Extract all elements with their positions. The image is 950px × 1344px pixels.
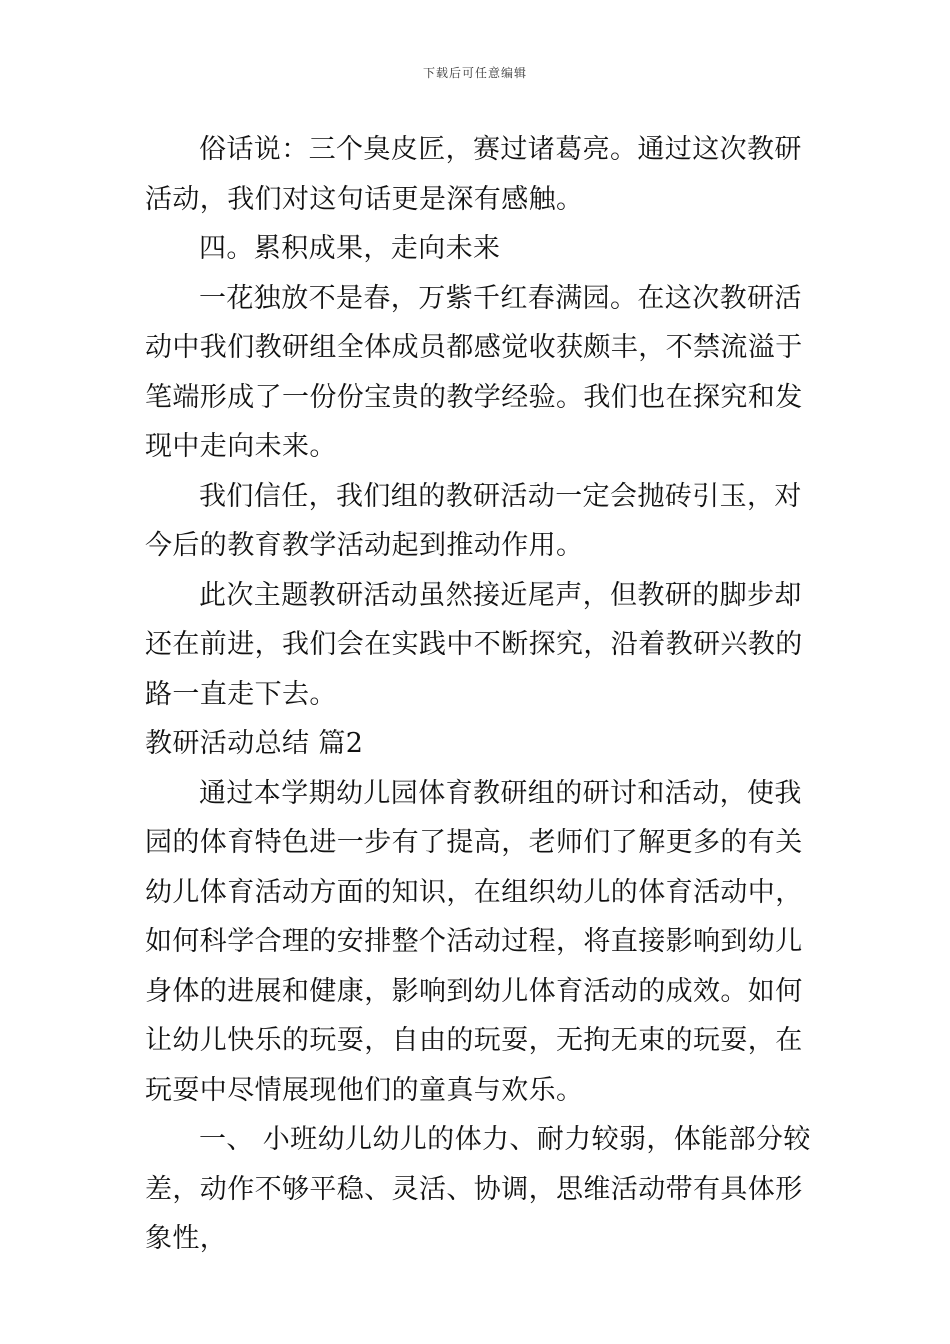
paragraph: 我们信任，我们组的教研活动一定会抛砖引玉，对今后的教育教学活动起到推动作用。 (145, 480, 802, 561)
document-body (145, 125, 820, 1264)
paragraph: 俗话说：三个臭皮匠，赛过诸葛亮。通过这次教研活动，我们对这句话更是深有感触。 (145, 134, 802, 215)
page-header-note: 下载后可任意编辑 (422, 66, 527, 80)
paragraph: 此次主题教研活动虽然接近尾声，但教研的脚步却还在前进，我们会在实践中不断探究，沿着教研兴教的路一直走下去。 (145, 579, 803, 710)
paragraph: 一、 小班幼儿幼儿的体力、耐力较弱，体能部分较差，动作不够平稳、灵活、协调，思维活动带有具体形象性， (145, 1124, 811, 1254)
paragraph: 一花独放不是春，万紫千红春满园。在这次教研活动中我们教研组全体成员都感觉收获颇丰，不禁流溢于笔端形成了一份份宝贵的教学经验。我们也在探究和发现中走向未来。 (145, 282, 803, 462)
paragraph: 通过本学期幼儿园体育教研组的研讨和活动，使我园的体育特色进一步有了提高，老师们了解更多的有关幼儿体育活动方面的知识，在组织幼儿的体育活动中，如何科学合理的安排整个活动过程，将直接影响到幼儿身体的进展和健康，影响到幼儿体育活动的成效。如何让幼儿快乐的玩耍，自由的玩耍，无拘无束的玩耍，在玩耍中尽情展现他们的童真与欢乐。 (145, 777, 803, 1106)
section-title: 教研活动总结 篇2 (145, 728, 364, 759)
section-heading: 四。累积成果，走向未来 (199, 233, 501, 264)
